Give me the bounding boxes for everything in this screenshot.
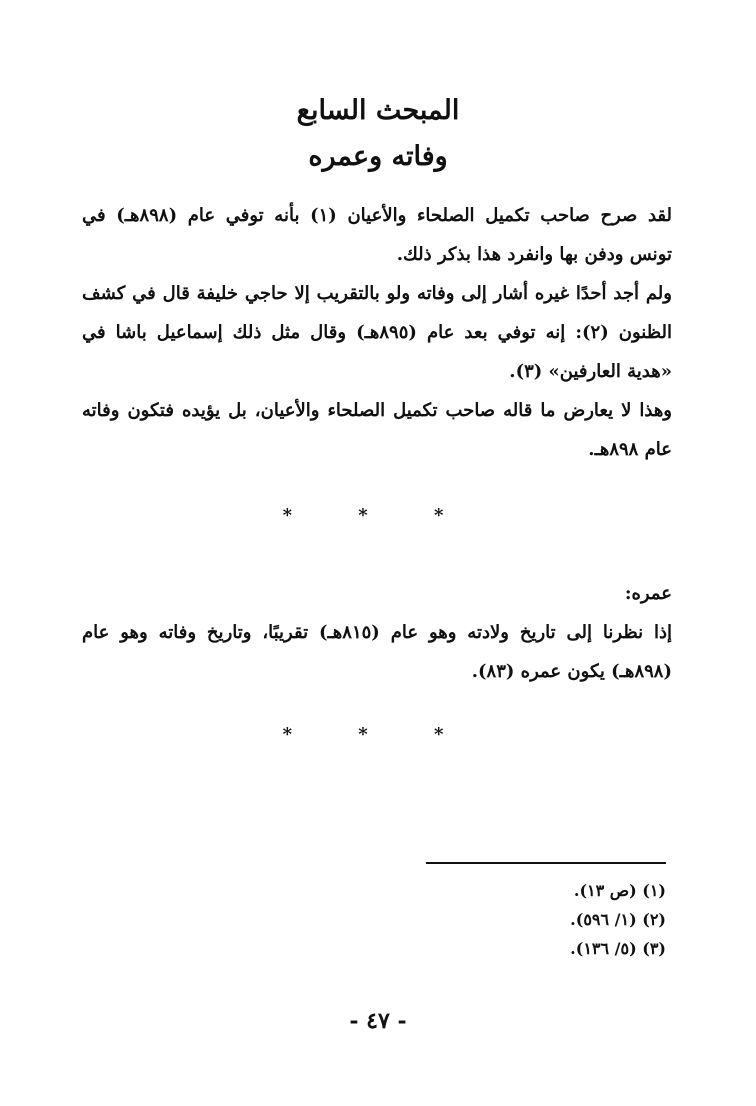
death-section-body (82, 196, 672, 469)
age-paragraph: إذا نظرنا إلى تاريخ ولادته وهو عام (٨١٥هـ) تقريبًا، وتاريخ وفاته وهو عام (٨٩٨هـ) يكون عمره (٨٣). (82, 622, 672, 682)
paragraph: ولم أجد أحدًا غيره أشار إلى وفاته ولو بالتقريب إلا حاجي خليفة قال في كشف الظنون (٢): إنه توفي بعد عام (٨٩٥هـ) وقال مثل ذلك إسماعيل باشا في «هدية العارفين» (٣). (82, 283, 672, 382)
footnote: (١) (ص ١٣). (573, 881, 666, 900)
section-separator: * * * (282, 724, 474, 745)
footnote-divider (426, 862, 666, 864)
age-section (82, 574, 672, 691)
footnotes (366, 876, 666, 963)
section-heading (0, 88, 756, 180)
age-label: عمره: (624, 583, 672, 604)
section-separator: * * * (282, 505, 474, 526)
footnote: (٢) (١/ ٥٩٦). (570, 910, 666, 929)
paragraph: لقد صرح صاحب تكميل الصلحاء والأعيان (١) بأنه توفي عام (٨٩٨هـ) في تونس ودفن بها وانفرد هذا بذكر ذلك. (82, 205, 673, 265)
section-title: المبحث السابع (296, 95, 460, 126)
footnote: (٣) (٥/ ١٣٦). (570, 939, 666, 958)
page-number: - ٤٧ - (349, 1008, 407, 1034)
section-subtitle: وفاته وعمره (308, 141, 448, 172)
paragraph: وهذا لا يعارض ما قاله صاحب تكميل الصلحاء والأعيان، بل يؤيده فتكون وفاته عام ٨٩٨هـ. (82, 400, 672, 460)
